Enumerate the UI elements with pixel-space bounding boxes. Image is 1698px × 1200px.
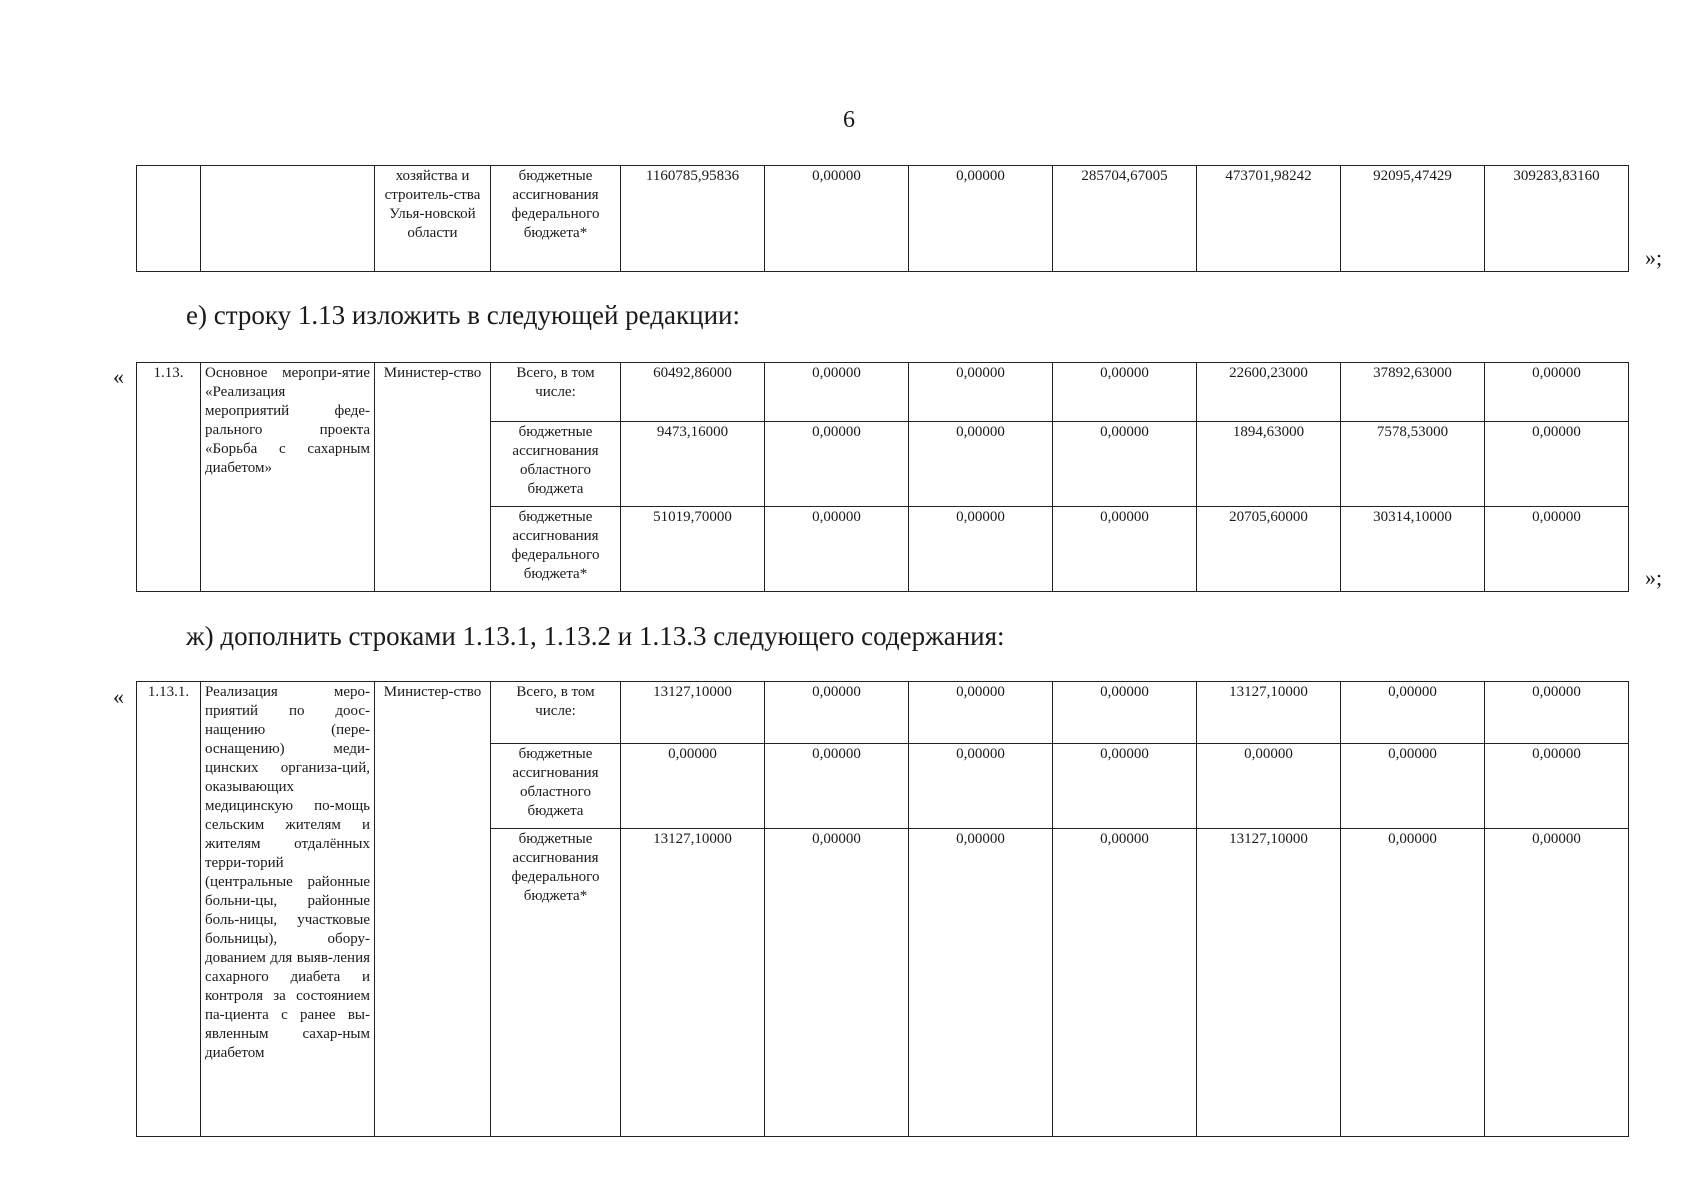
amount-year-cell: 13127,10000 <box>1197 682 1341 744</box>
table-row <box>137 166 1629 272</box>
row-number-cell: 1.13. <box>137 363 201 592</box>
amount-year-cell: 0,00000 <box>1485 829 1629 1137</box>
amount-total-cell: 60492,86000 <box>621 363 765 422</box>
page-number: 6 <box>843 107 855 133</box>
funding-source-cell: бюджетные ассигнования федерального бюджета* <box>491 829 621 1137</box>
event-name-cell: Основное меропри-ятие «Реализация мероприятий феде-рального проекта «Борьба с сахарным диабетом» <box>201 363 375 592</box>
amount-year-cell: 0,00000 <box>1485 507 1629 592</box>
amount-year-cell: 92095,47429 <box>1341 166 1485 272</box>
amount-year-cell: 0,00000 <box>765 166 909 272</box>
amount-total-cell: 13127,10000 <box>621 829 765 1137</box>
amount-year-cell: 0,00000 <box>909 829 1053 1137</box>
event-name-cell <box>201 166 375 272</box>
amount-year-cell: 473701,98242 <box>1197 166 1341 272</box>
amount-total-cell: 1160785,95836 <box>621 166 765 272</box>
amount-total-cell: 0,00000 <box>621 744 765 829</box>
opening-quote: « <box>113 364 124 389</box>
amount-year-cell: 0,00000 <box>909 744 1053 829</box>
closing-quote: »; <box>1645 565 1663 590</box>
section-heading-zh: ж) дополнить строками 1.13.1, 1.13.2 и 1.13.3 следующего содержания: <box>186 621 1005 651</box>
table-row <box>137 363 1629 422</box>
amount-year-cell: 13127,10000 <box>1197 829 1341 1137</box>
amount-year-cell: 0,00000 <box>1485 744 1629 829</box>
funding-source-cell: Всего, в том числе: <box>491 363 621 422</box>
amount-year-cell: 0,00000 <box>1485 363 1629 422</box>
amount-year-cell: 30314,10000 <box>1341 507 1485 592</box>
amount-year-cell: 0,00000 <box>765 507 909 592</box>
opening-quote: « <box>113 684 124 709</box>
executor-cell: Министер-ство <box>375 363 491 592</box>
amount-year-cell: 0,00000 <box>1053 422 1197 507</box>
amount-year-cell: 0,00000 <box>1053 363 1197 422</box>
amount-year-cell: 0,00000 <box>765 422 909 507</box>
event-name-cell: Реализация меро-приятий по доос-нащению (пере-оснащению) меди-цинских организа-ций, оказывающих медицинскую по-мощь сельским жителям и жителям отдалённых терри-торий (центральные районные больни-цы, районные боль-ницы, участковые больницы), обору-дованием для выяв-ления сахарного диабета и контроля за состоянием па-циента с ранее вы-явленным сахар-ным диабетом <box>201 682 375 1137</box>
continuation-table <box>136 165 1629 272</box>
amount-year-cell: 0,00000 <box>1341 744 1485 829</box>
amount-year-cell: 0,00000 <box>1053 829 1197 1137</box>
amount-year-cell: 0,00000 <box>765 744 909 829</box>
amount-year-cell: 37892,63000 <box>1341 363 1485 422</box>
funding-source-cell: бюджетные ассигнования федерального бюджета* <box>491 507 621 592</box>
funding-source-cell: бюджетные ассигнования областного бюджета <box>491 744 621 829</box>
table-row <box>137 682 1629 744</box>
amount-year-cell: 0,00000 <box>1485 682 1629 744</box>
amount-total-cell: 13127,10000 <box>621 682 765 744</box>
amount-year-cell: 0,00000 <box>765 363 909 422</box>
amount-year-cell: 0,00000 <box>1341 829 1485 1137</box>
amount-year-cell: 0,00000 <box>1341 682 1485 744</box>
amount-year-cell: 285704,67005 <box>1053 166 1197 272</box>
executor-cell: хозяйства и строитель-ства Улья-новской области <box>375 166 491 272</box>
amount-year-cell: 1894,63000 <box>1197 422 1341 507</box>
amount-year-cell: 0,00000 <box>909 422 1053 507</box>
amount-year-cell: 0,00000 <box>1053 507 1197 592</box>
amount-year-cell: 0,00000 <box>1197 744 1341 829</box>
amount-year-cell: 22600,23000 <box>1197 363 1341 422</box>
row-1-13-1-table <box>136 681 1629 1137</box>
amount-year-cell: 0,00000 <box>765 682 909 744</box>
amount-year-cell: 0,00000 <box>909 682 1053 744</box>
funding-source-cell: бюджетные ассигнования областного бюджета <box>491 422 621 507</box>
row-number-cell <box>137 166 201 272</box>
amount-year-cell: 0,00000 <box>909 166 1053 272</box>
amount-year-cell: 20705,60000 <box>1197 507 1341 592</box>
amount-year-cell: 309283,83160 <box>1485 166 1629 272</box>
amount-year-cell: 0,00000 <box>1053 682 1197 744</box>
amount-year-cell: 7578,53000 <box>1341 422 1485 507</box>
row-number-cell: 1.13.1. <box>137 682 201 1137</box>
funding-source-cell: бюджетные ассигнования федерального бюджета* <box>491 166 621 272</box>
amount-year-cell: 0,00000 <box>909 363 1053 422</box>
closing-quote: »; <box>1645 245 1663 270</box>
funding-source-cell: Всего, в том числе: <box>491 682 621 744</box>
amount-year-cell: 0,00000 <box>765 829 909 1137</box>
section-heading-e: е) строку 1.13 изложить в следующей редакции: <box>186 300 740 330</box>
amount-year-cell: 0,00000 <box>1485 422 1629 507</box>
row-1-13-table <box>136 362 1629 592</box>
amount-total-cell: 51019,70000 <box>621 507 765 592</box>
amount-year-cell: 0,00000 <box>909 507 1053 592</box>
amount-total-cell: 9473,16000 <box>621 422 765 507</box>
executor-cell: Министер-ство <box>375 682 491 1137</box>
amount-year-cell: 0,00000 <box>1053 744 1197 829</box>
